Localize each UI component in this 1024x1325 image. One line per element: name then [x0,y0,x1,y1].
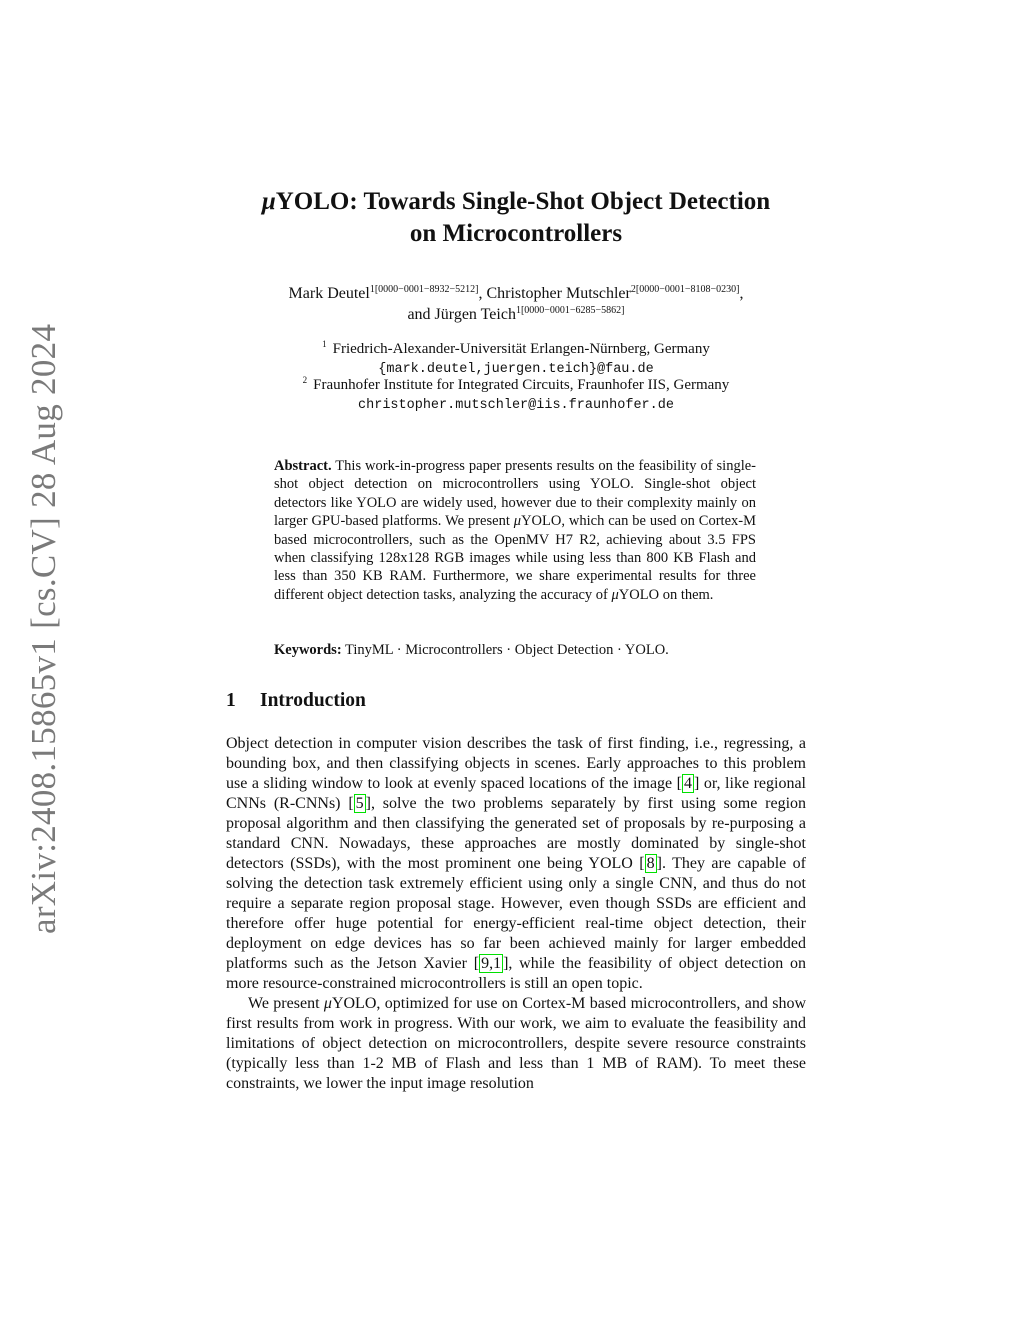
paragraph: We present μYOLO, optimized for use on Cortex-M based microcontrollers, and show first results from work in progress. With our work, we aim to evaluate the feasibility and limitations of object detection on microcontrollers, despite severe resource constraints (typically less than 1-2 MB of Flash and less than 1 MB of RAM). To meet these constraints, we lower the input image resolution [226,995,807,1092]
citation-link[interactable]: 4 [684,775,692,792]
arxiv-identifier: arXiv:2408.15865v1 [cs.CV] 28 Aug 2024 [24,323,63,934]
keywords: Keywords: TinyML · Microcontrollers · Object Detection · YOLO. [274,642,669,658]
affiliation-2: $^2$ Fraunhofer Institute for Integrated Circuits, Fraunhofer IIS, Germany christopher.mutschler@iis.fraunhofer.de [302,375,730,413]
abstract: Abstract. This work-in-progress paper presents results on the feasibility of single-shot object detection on microcontrollers using YOLO. Single-shot object detectors like YOLO are widely used, however due to their complexity mainly on larger GPU-based platforms. We present μYOLO, which can be used on Cortex-M based microcontrollers, such as the OpenMV H7 R2, achieving about 3.5 FPS when classifying 128x128 RGB images while using less than 800 KB Flash and less than 350 KB RAM. Furthermore, we share experimental results for three different object detection tasks, analyzing the accuracy of μYOLO on them. [274,458,756,603]
author-list: Mark Deutel$^{1[0000-0001-8932-5212]}$, Christopher Mutschler$^{2[0000-0001-8108-0230]}$, and Jürgen Teich$^{1[0000-0001-6285-5862]}$ [288,284,744,323]
citation-link[interactable]: 5 [355,795,364,812]
introduction-body [226,734,806,1094]
section-heading-introduction: 1 Introduction [226,690,366,711]
keywords-label: Keywords: [274,642,342,658]
abstract-label: Abstract. [274,458,332,474]
title-line-1: μYOLO: Towards Single-Shot Object Detection [261,188,771,215]
affiliation-1: $^1$ Friedrich-Alexander-Universität Erlangen-Nürnberg, Germany {mark.deutel,juergen.teich}@fau.de [322,339,710,377]
title-line-2: on Microcontrollers [409,220,623,247]
citation-link[interactable]: 8 [646,855,655,872]
affiliation-1-email[interactable]: {mark.deutel,juergen.teich}@fau.de [378,362,654,377]
paper-title [226,186,806,250]
affiliation-2-email[interactable]: christopher.mutschler@iis.fraunhofer.de [358,398,674,413]
citation-link[interactable]: 9,1 [481,955,502,972]
paragraph: Object detection in computer vision describes the task of first finding, i.e., regressing, a bounding box, and then classifying objects in scenes. Early approaches to this problem use a sliding window to look at evenly spaced locations of the image [ 4 ] or, like regional CNNs (R-CNNs) [ 5 ], solve the two problems separately by first using some region proposal algorithm and then classifying the generated set of proposals by re-purposing a standard CNN. Nowadays, these approaches are mostly dominated by single-shot detectors (SSDs), with the most prominent one being YOLO [ 8 ]. They are capable of solving the detection task extremely efficient using only a single CNN, and thus do not require a separate region proposal stage. However, even though SSDs are efficient and therefore offer huge potential for energy-efficient real-time object detection, their deployment on edge devices has so far been achieved mainly for larger embedded platforms such as the Jetson Xavier [ 9,1 ], while the feasibility of object detection on more resource-constrained microcontrollers is still an open topic. [226,735,807,992]
